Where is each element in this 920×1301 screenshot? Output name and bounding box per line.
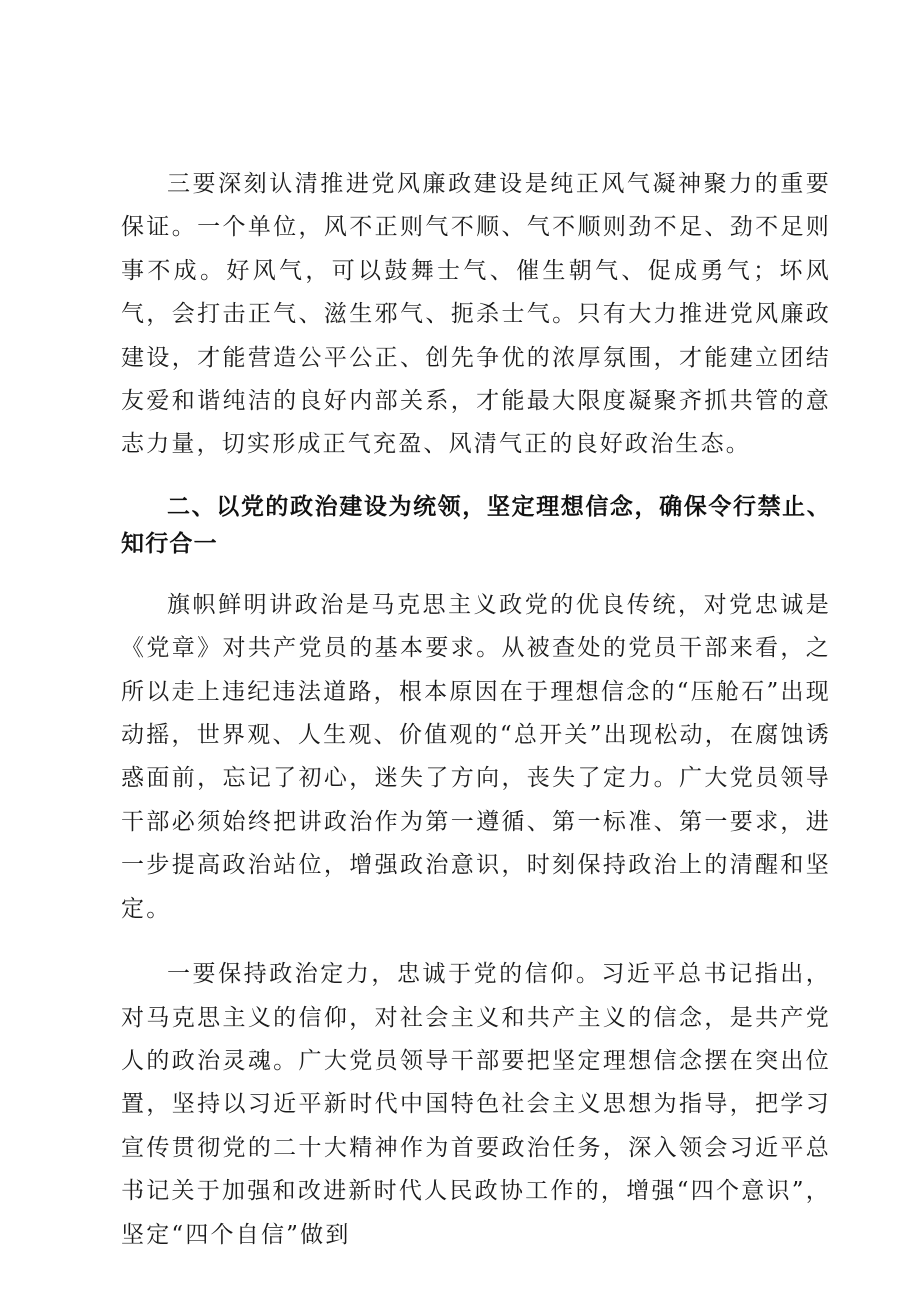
paragraph-spacer (121, 467, 831, 489)
paragraph-spacer (121, 931, 831, 953)
body-paragraph-1: 三要深刻认清推进党风廉政建设是纯正风气凝神聚力的重要保证。一个单位，风不正则气不顺、气不顺则劲不足、劲不足则事不成。好风气，可以鼓舞士气、催生朝气、促成勇气；坏风气，会打击正气、滋生邪气、扼杀士气。只有大力推进党风廉政建设，才能营造公平公正、创先争优的浓厚氛围，才能建立团结友爱和谐纯洁的良好内部关系，才能最大限度凝聚齐抓共管的意志力量，切实形成正气充盈、风清气正的良好政治生态。 (121, 171, 831, 458)
section-heading: 二、以党的政治建设为统领，坚定理想信念，确保令行禁止、知行合一 (121, 493, 831, 557)
body-paragraph-2: 旗帜鲜明讲政治是马克思主义政党的优良传统，对党忠诚是《党章》对共产党员的基本要求。从被查处的党员干部来看，之所以走上违纪违法道路，根本原因在于理想信念的“压舱石”出现动摇，世界观、人生观、价值观的“总开关”出现松动，在腐蚀诱惑面前，忘记了初心，迷失了方向，丧失了定力。广大党员领导干部必须始终把讲政治作为第一遵循、第一标准、第一要求，进一步提高政治站位，增强政治意识，时刻保持政治上的清醒和坚定。 (121, 591, 831, 922)
body-paragraph-3: 一要保持政治定力，忠诚于党的信仰。习近平总书记指出，对马克思主义的信仰，对社会主义和共产主义的信念，是共产党人的政治灵魂。广大党员领导干部要把坚定理想信念摆在突出位置，坚持以习近平新时代中国特色社会主义思想为指导，把学习宣传贯彻党的二十大精神作为首要政治任务，深入领会习近平总书记关于加强和改进新时代人民政协工作的，增强“四个意识”，坚定“四个自信”做到 (121, 961, 831, 1248)
document-body (121, 163, 831, 1257)
paragraph-spacer (121, 563, 831, 584)
